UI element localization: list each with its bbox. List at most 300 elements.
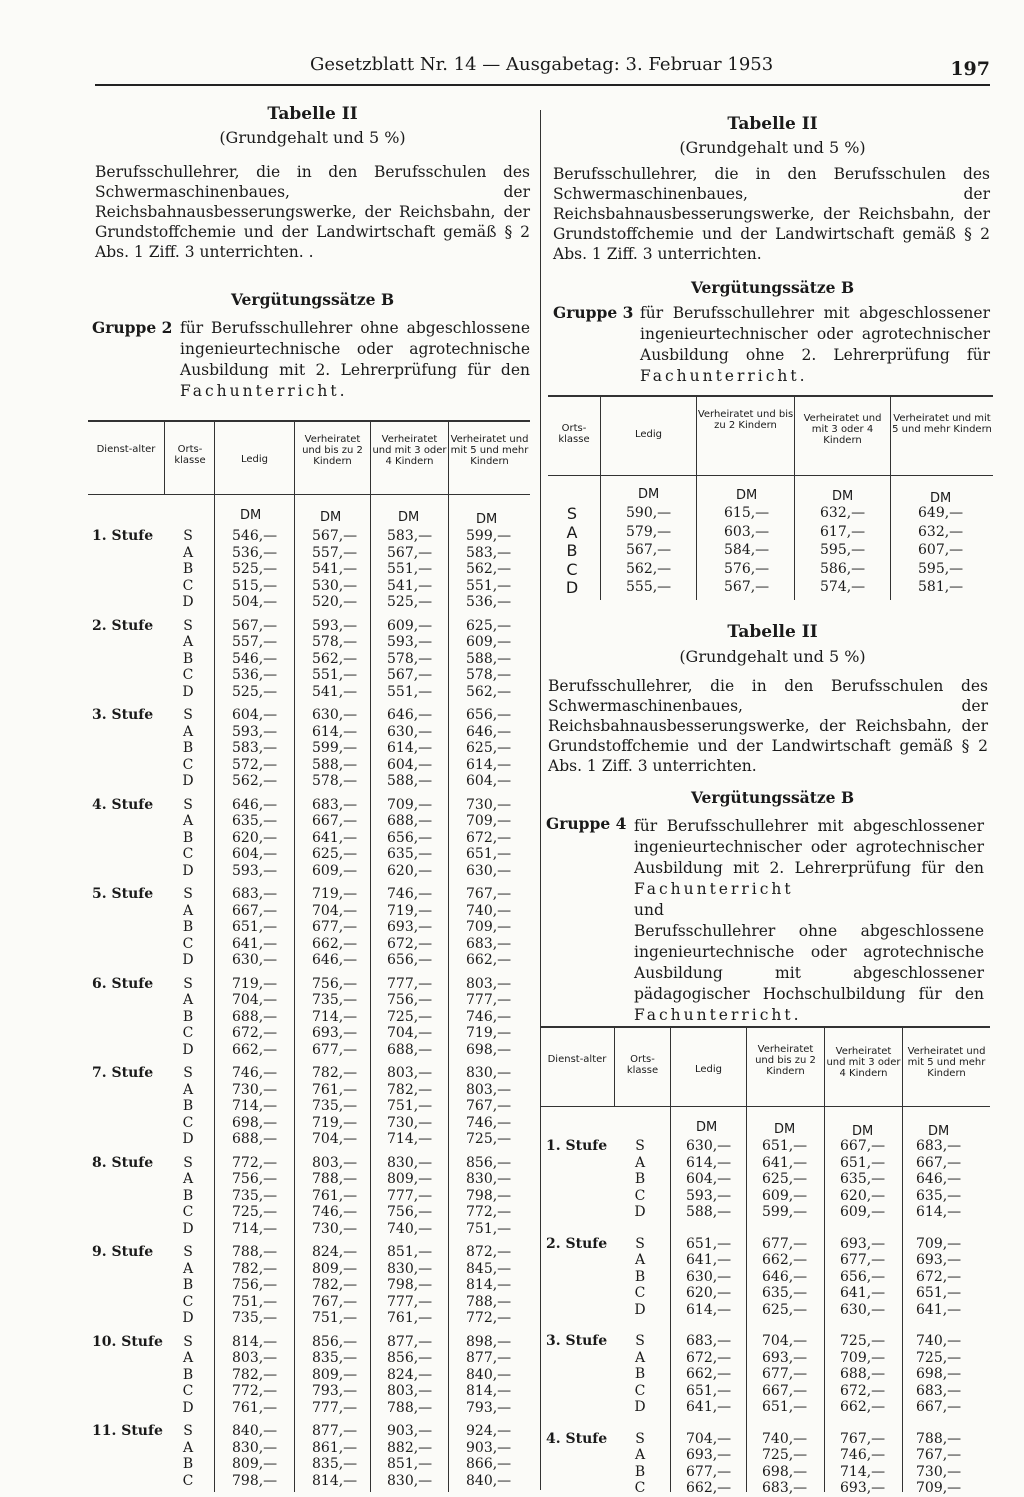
salary-cell: 672,—	[916, 1268, 962, 1285]
salary-cell: 656,—	[387, 829, 433, 846]
salary-cell: 541,—	[312, 561, 358, 577]
ortsklasse-cell: C	[182, 1293, 194, 1310]
salary-cell: 609,—	[312, 862, 358, 879]
salary-cell: 551,—	[466, 577, 512, 594]
ortsklasse-cell: B	[634, 1171, 646, 1187]
right-top-group-desc: für Berufsschullehrer mit abgeschlossener ingenieurtechnischer oder agrotechnischer Ausbildung ohne 2. Lehrerprüfung für	[640, 304, 990, 364]
salary-cell: 735,—	[312, 1098, 358, 1114]
ortsklasse-cell: S	[183, 528, 193, 544]
ortsklasse-cell: S	[635, 1333, 645, 1349]
stufe-label: 8. Stufe	[92, 1154, 154, 1171]
col-header-ledig: Ledig	[240, 454, 269, 465]
salary-cell: 751,—	[232, 1293, 278, 1310]
col-sep	[670, 1026, 671, 1492]
salary-cell: 630,—	[686, 1268, 732, 1285]
stufe-label: 2. Stufe	[92, 617, 154, 634]
salary-cell: 581,—	[918, 579, 964, 595]
salary-cell: 903,—	[387, 1423, 433, 1439]
salary-cell: 824,—	[387, 1366, 433, 1383]
salary-cell: 746,—	[387, 886, 433, 902]
salary-cell: 677,—	[312, 919, 358, 935]
salary-cell: 593,—	[312, 617, 358, 634]
salary-cell: 735,—	[232, 1310, 278, 1326]
salary-cell: 599,—	[466, 528, 512, 544]
salary-cell: 604,—	[232, 707, 278, 723]
unit-label: DM	[928, 1124, 950, 1139]
salary-cell: 835,—	[312, 1456, 358, 1472]
ortsklasse-cell: S	[183, 1065, 193, 1081]
ortsklasse-cell: B	[566, 541, 578, 560]
salary-cell: 651,—	[466, 846, 512, 862]
salary-cell: 767,—	[840, 1430, 886, 1447]
salary-cell: 572,—	[232, 756, 278, 773]
salary-cell: 803,—	[387, 1065, 433, 1081]
unit-label: DM	[476, 512, 498, 527]
salary-cell: 656,—	[387, 952, 433, 968]
salary-cell: 777,—	[387, 975, 433, 992]
salary-cell: 777,—	[387, 1187, 433, 1204]
unit-label: DM	[774, 1122, 796, 1137]
salary-cell: 788,—	[466, 1293, 512, 1310]
salary-cell: 620,—	[387, 862, 433, 879]
salary-cell: 662,—	[686, 1480, 732, 1496]
ortsklasse-cell: A	[182, 634, 194, 650]
salary-cell: 751,—	[387, 1098, 433, 1114]
ortsklasse-cell: A	[182, 813, 194, 829]
salary-cell: 630,—	[387, 723, 433, 740]
salary-cell: 688,—	[840, 1366, 886, 1382]
salary-cell: 798,—	[232, 1472, 278, 1489]
col-header-v5: Verheiratet und mit 5 und mehr Kindern	[450, 434, 529, 467]
salary-cell: 856,—	[387, 1350, 433, 1366]
right-bottom-group-label: Gruppe 4	[546, 814, 627, 833]
ortsklasse-cell: A	[566, 522, 578, 542]
salary-cell: 530,—	[312, 577, 358, 594]
salary-cell: 614,—	[312, 723, 358, 740]
stufe-label: 2. Stufe	[546, 1235, 608, 1252]
salary-cell: 746,—	[312, 1204, 358, 1220]
salary-cell: 693,—	[916, 1252, 962, 1268]
left-table-title: Tabelle II	[267, 104, 358, 124]
salary-cell: 646,—	[312, 952, 358, 968]
ortsklasse-cell: A	[182, 1081, 194, 1098]
salary-cell: 635,—	[762, 1285, 808, 1301]
salary-cell: 830,—	[466, 1065, 512, 1081]
salary-cell: 772,—	[466, 1204, 512, 1220]
salary-cell: 824,—	[312, 1244, 358, 1260]
col-sep	[448, 420, 449, 1492]
salary-cell: 693,—	[840, 1235, 886, 1252]
salary-cell: 740,—	[466, 902, 512, 919]
salary-cell: 761,—	[312, 1187, 358, 1204]
salary-cell: 698,—	[232, 1114, 278, 1131]
left-intro: Berufsschullehrer, die in den Berufsschulen des Schwermaschinenbaues, der Reichsbahnausbesserungswerke, der Reichsbahn, der Grundstoffchemie und der Landwirtschaft gemäß § 2 Abs. 1 Ziff. 3 unterrichten. .	[95, 163, 530, 261]
salary-cell: 714,—	[232, 1220, 278, 1237]
ortsklasse-cell: C	[182, 577, 194, 594]
ortsklasse-cell: C	[634, 1480, 646, 1496]
salary-cell: 562,—	[626, 560, 672, 577]
salary-cell: 625,—	[466, 617, 512, 634]
ortsklasse-cell: A	[182, 1171, 194, 1187]
salary-cell: 803,—	[312, 1154, 358, 1171]
salary-cell: 777,—	[312, 1399, 358, 1416]
salary-cell: 595,—	[918, 560, 964, 577]
salary-cell: 651,—	[916, 1285, 962, 1301]
salary-cell: 809,—	[312, 1366, 358, 1383]
ortsklasse-cell: C	[566, 559, 578, 579]
salary-cell: 578,—	[312, 773, 358, 789]
ortsklasse-cell: D	[182, 1220, 194, 1237]
salary-cell: 809,—	[387, 1171, 433, 1187]
salary-cell: 578,—	[466, 667, 512, 683]
salary-cell: 709,—	[387, 796, 433, 813]
col-sep	[824, 1026, 825, 1492]
left-group-text	[180, 318, 530, 402]
salary-cell: 830,—	[387, 1260, 433, 1277]
salary-cell: 520,—	[312, 594, 358, 610]
salary-cell: 688,—	[387, 1041, 433, 1058]
salary-cell: 719,—	[312, 1114, 358, 1131]
salary-cell: 614,—	[916, 1204, 962, 1220]
salary-cell: 562,—	[466, 561, 512, 577]
ortsklasse-cell: D	[634, 1399, 646, 1415]
stufe-label: 5. Stufe	[92, 886, 154, 902]
col-header-ledig: Ledig	[694, 1064, 723, 1075]
salary-cell: 625,—	[762, 1171, 808, 1187]
salary-cell: 604,—	[686, 1171, 732, 1187]
salary-cell: 719,—	[387, 902, 433, 919]
salary-cell: 667,—	[840, 1138, 886, 1154]
salary-cell: 593,—	[232, 723, 278, 740]
col-sep	[902, 1026, 903, 1492]
ortsklasse-cell: D	[182, 1399, 194, 1416]
salary-cell: 567,—	[724, 579, 770, 595]
salary-cell: 625,—	[466, 740, 512, 756]
col-sep	[214, 420, 215, 1492]
salary-cell: 662,—	[686, 1366, 732, 1382]
salary-cell: 604,—	[232, 846, 278, 862]
salary-cell: 788,—	[387, 1399, 433, 1416]
salary-cell: 525,—	[232, 683, 278, 700]
salary-cell: 620,—	[686, 1285, 732, 1301]
salary-cell: 924,—	[466, 1423, 512, 1439]
unit-label: DM	[240, 508, 262, 523]
stufe-label: 10. Stufe	[92, 1333, 163, 1350]
salary-cell: 704,—	[232, 992, 278, 1008]
right-bottom-group-desc-2: Berufsschullehrer ohne abgeschlossene ingenieurtechnische oder agrotechnische Ausbildung mit abgeschlossener pädagogischer Hochschulbildung für den	[634, 922, 984, 1003]
salary-cell: 704,—	[686, 1430, 732, 1447]
salary-cell: 562,—	[312, 650, 358, 667]
salary-cell: 693,—	[840, 1480, 886, 1496]
salary-cell: 578,—	[387, 650, 433, 667]
right-top-group-desc-spaced: Fachunterricht.	[640, 367, 808, 385]
right-bottom-group-desc-1: für Berufsschullehrer mit abgeschlossener ingenieurtechnischer oder agrotechnischer Ausbildung mit 2. Lehrerprüfung für den	[634, 817, 984, 877]
ortsklasse-cell: B	[634, 1268, 646, 1285]
salary-cell: 604,—	[466, 773, 512, 789]
ortsklasse-cell: A	[634, 1252, 646, 1268]
page-header	[95, 50, 990, 86]
salary-cell: 814,—	[312, 1472, 358, 1489]
salary-cell: 620,—	[840, 1187, 886, 1204]
salary-cell: 651,—	[232, 919, 278, 935]
salary-cell: 840,—	[232, 1423, 278, 1439]
salary-cell: 730,—	[232, 1081, 278, 1098]
salary-cell: 830,—	[466, 1171, 512, 1187]
unit-label: DM	[852, 1124, 874, 1139]
salary-cell: 725,—	[232, 1204, 278, 1220]
stufe-label: 4. Stufe	[92, 796, 154, 813]
salary-cell: 567,—	[232, 617, 278, 634]
stufe-label: 3. Stufe	[546, 1333, 608, 1349]
ortsklasse-cell: S	[635, 1138, 645, 1154]
salary-cell: 607,—	[918, 542, 964, 558]
salary-cell: 632,—	[820, 505, 866, 521]
ortsklasse-cell: B	[634, 1463, 646, 1480]
unit-label: DM	[832, 489, 854, 504]
ortsklasse-cell: C	[182, 1204, 194, 1220]
salary-cell: 586,—	[820, 560, 866, 577]
salary-cell: 882,—	[387, 1439, 433, 1456]
col-sep	[370, 420, 371, 1492]
right-bottom-group-text	[634, 816, 984, 1026]
salary-cell: 593,—	[232, 862, 278, 879]
unit-label: DM	[696, 1120, 718, 1135]
salary-cell: 725,—	[466, 1131, 512, 1147]
salary-cell: 625,—	[762, 1301, 808, 1318]
salary-cell: 567,—	[626, 542, 672, 558]
salary-cell: 809,—	[312, 1260, 358, 1277]
ortsklasse-cell: B	[182, 829, 194, 846]
salary-cell: 635,—	[232, 813, 278, 829]
salary-cell: 761,—	[312, 1081, 358, 1098]
salary-cell: 677,—	[312, 1041, 358, 1058]
salary-cell: 615,—	[724, 505, 770, 521]
salary-cell: 704,—	[312, 1131, 358, 1147]
salary-cell: 630,—	[466, 862, 512, 879]
table-top-rule	[548, 395, 993, 397]
salary-cell: 803,—	[466, 1081, 512, 1098]
ortsklasse-cell: A	[182, 1260, 194, 1277]
stufe-label: 7. Stufe	[92, 1065, 154, 1081]
ortsklasse-cell: B	[182, 561, 194, 577]
salary-cell: 630,—	[840, 1301, 886, 1318]
ortsklasse-cell: C	[182, 667, 194, 683]
salary-cell: 714,—	[232, 1098, 278, 1114]
col-header-v2: Verheiratet und bis zu 2 Kindern	[755, 1044, 816, 1077]
ortsklasse-cell: S	[635, 1235, 645, 1252]
salary-cell: 551,—	[312, 667, 358, 683]
salary-cell: 735,—	[232, 1187, 278, 1204]
col-header-v5: Verheiratet und mit 5 und mehr Kindern	[892, 413, 992, 435]
ortsklasse-cell: B	[182, 919, 194, 935]
stufe-label: 11. Stufe	[92, 1423, 163, 1439]
stufe-label: 1. Stufe	[92, 528, 154, 544]
table-header-rule	[88, 494, 530, 495]
salary-cell: 656,—	[466, 707, 512, 723]
ortsklasse-cell: A	[634, 1349, 646, 1366]
ortsklasse-cell: D	[182, 1131, 194, 1147]
ortsklasse-cell: C	[634, 1187, 646, 1204]
right-bottom-title: Tabelle II	[727, 622, 818, 642]
salary-cell: 584,—	[724, 542, 770, 558]
salary-cell: 788,—	[312, 1171, 358, 1187]
ortsklasse-cell: D	[182, 952, 194, 968]
right-top-verg-heading: Vergütungssätze B	[690, 278, 855, 297]
salary-cell: 656,—	[840, 1268, 886, 1285]
salary-cell: 782,—	[312, 1065, 358, 1081]
ortsklasse-cell: A	[634, 1447, 646, 1463]
salary-cell: 856,—	[466, 1154, 512, 1171]
salary-cell: 651,—	[762, 1399, 808, 1415]
salary-cell: 788,—	[916, 1430, 962, 1447]
salary-cell: 767,—	[466, 1098, 512, 1114]
salary-cell: 845,—	[466, 1260, 512, 1277]
salary-cell: 632,—	[918, 523, 964, 540]
salary-cell: 641,—	[312, 829, 358, 846]
salary-cell: 772,—	[232, 1383, 278, 1399]
salary-cell: 709,—	[466, 813, 512, 829]
salary-cell: 809,—	[232, 1456, 278, 1472]
table-header-rule	[540, 1106, 990, 1107]
unit-label: DM	[638, 487, 660, 502]
salary-cell: 740,—	[916, 1333, 962, 1349]
ortsklasse-cell: S	[183, 1423, 193, 1439]
salary-cell: 536,—	[232, 667, 278, 683]
salary-cell: 683,—	[232, 886, 278, 902]
left-table-subtitle: (Grundgehalt und 5 %)	[219, 128, 406, 147]
salary-cell: 551,—	[387, 683, 433, 700]
page-number: 197	[950, 58, 990, 80]
salary-cell: 588,—	[387, 773, 433, 789]
ortsklasse-cell: A	[182, 992, 194, 1008]
stufe-label: 9. Stufe	[92, 1244, 154, 1260]
col-header-v2: Verheiratet und bis zu 2 Kindern	[697, 409, 794, 431]
ortsklasse-cell: A	[182, 544, 194, 561]
salary-cell: 714,—	[840, 1463, 886, 1480]
ortsklasse-cell: S	[566, 504, 578, 523]
salary-cell: 688,—	[232, 1131, 278, 1147]
salary-cell: 898,—	[466, 1333, 512, 1350]
ortsklasse-cell: S	[183, 1244, 193, 1260]
salary-cell: 688,—	[232, 1008, 278, 1025]
right-bottom-group-und: und	[634, 901, 664, 919]
ortsklasse-cell: B	[182, 1456, 194, 1472]
salary-cell: 709,—	[840, 1349, 886, 1366]
col-header-dienstalter: Dienst-alter	[547, 1054, 607, 1065]
right-bottom-salary-table	[540, 1026, 990, 1496]
ortsklasse-cell: A	[634, 1154, 646, 1171]
salary-cell: 588,—	[312, 756, 358, 773]
salary-cell: 672,—	[686, 1349, 732, 1366]
salary-cell: 693,—	[762, 1349, 808, 1366]
salary-cell: 603,—	[724, 523, 770, 540]
col-header-ledig: Ledig	[634, 429, 663, 440]
ortsklasse-cell: C	[182, 1472, 194, 1489]
salary-cell: 667,—	[762, 1382, 808, 1399]
ortsklasse-cell: D	[182, 1041, 194, 1058]
salary-cell: 725,—	[387, 1008, 433, 1025]
salary-cell: 725,—	[840, 1333, 886, 1349]
ortsklasse-cell: A	[182, 1439, 194, 1456]
salary-cell: 856,—	[312, 1333, 358, 1350]
ortsklasse-cell: S	[635, 1430, 645, 1447]
ortsklasse-cell: S	[183, 1154, 193, 1171]
salary-cell: 851,—	[387, 1244, 433, 1260]
salary-cell: 667,—	[312, 813, 358, 829]
salary-cell: 574,—	[820, 579, 866, 595]
ortsklasse-cell: C	[634, 1382, 646, 1399]
salary-cell: 714,—	[312, 1008, 358, 1025]
col-sep	[746, 1026, 747, 1492]
salary-cell: 646,—	[916, 1171, 962, 1187]
left-salary-table	[88, 420, 530, 1492]
ortsklasse-cell: S	[183, 796, 193, 813]
salary-cell: 835,—	[312, 1350, 358, 1366]
salary-cell: 651,—	[762, 1138, 808, 1154]
salary-cell: 614,—	[387, 740, 433, 756]
salary-cell: 583,—	[466, 544, 512, 561]
ortsklasse-cell: S	[183, 1333, 193, 1350]
ortsklasse-cell: C	[182, 1383, 194, 1399]
salary-cell: 725,—	[916, 1349, 962, 1366]
salary-cell: 683,—	[762, 1480, 808, 1496]
ortsklasse-cell: D	[182, 862, 194, 879]
unit-label: DM	[398, 510, 420, 525]
salary-cell: 583,—	[232, 740, 278, 756]
salary-cell: 536,—	[466, 594, 512, 610]
salary-cell: 777,—	[387, 1293, 433, 1310]
salary-cell: 620,—	[232, 829, 278, 846]
col-sep	[294, 420, 295, 1492]
salary-cell: 604,—	[387, 756, 433, 773]
salary-cell: 840,—	[466, 1366, 512, 1383]
table-top-rule	[540, 1026, 990, 1028]
ortsklasse-cell: D	[182, 683, 194, 700]
salary-cell: 830,—	[387, 1472, 433, 1489]
salary-cell: 751,—	[466, 1220, 512, 1237]
ortsklasse-cell: D	[565, 578, 579, 597]
salary-cell: 814,—	[466, 1277, 512, 1293]
salary-cell: 693,—	[686, 1447, 732, 1463]
right-bottom-intro: Berufsschullehrer, die in den Berufsschulen des Schwermaschinenbaues, der Reichsbahnausbesserungswerke, der Reichsbahn, der Grundstoffchemie und der Landwirtschaft gemäß § 2 Abs. 1 Ziff. 3 unterrichten.	[548, 677, 988, 775]
ortsklasse-cell: S	[183, 975, 193, 992]
salary-cell: 798,—	[466, 1187, 512, 1204]
salary-cell: 635,—	[387, 846, 433, 862]
salary-cell: 761,—	[232, 1399, 278, 1416]
col-header-dienstalter: Dienst-alter	[96, 444, 156, 455]
salary-cell: 609,—	[387, 617, 433, 634]
salary-cell: 579,—	[626, 523, 672, 540]
salary-cell: 667,—	[232, 902, 278, 919]
col-header-ortsklasse: Orts-klasse	[174, 444, 206, 466]
right-top-intro: Berufsschullehrer, die in den Berufsschulen des Schwermaschinenbaues, der Reichsbahnausbesserungswerke, der Reichsbahn, der Grundstoffchemie und der Landwirtschaft gemäß § 2 Abs. 1 Ziff. 3 unterrichten.	[553, 165, 990, 263]
salary-cell: 709,—	[916, 1480, 962, 1496]
salary-cell: 793,—	[312, 1383, 358, 1399]
ortsklasse-cell: A	[182, 723, 194, 740]
salary-cell: 709,—	[916, 1235, 962, 1252]
salary-cell: 772,—	[466, 1310, 512, 1326]
ortsklasse-cell: C	[182, 756, 194, 773]
salary-cell: 709,—	[466, 919, 512, 935]
salary-cell: 772,—	[232, 1154, 278, 1171]
salary-cell: 667,—	[916, 1154, 962, 1171]
stufe-label: 3. Stufe	[92, 707, 154, 723]
salary-cell: 788,—	[232, 1244, 278, 1260]
left-group-desc-spaced: Fachunterricht.	[180, 382, 348, 400]
salary-cell: 877,—	[387, 1333, 433, 1350]
salary-cell: 651,—	[686, 1235, 732, 1252]
salary-cell: 730,—	[312, 1220, 358, 1237]
